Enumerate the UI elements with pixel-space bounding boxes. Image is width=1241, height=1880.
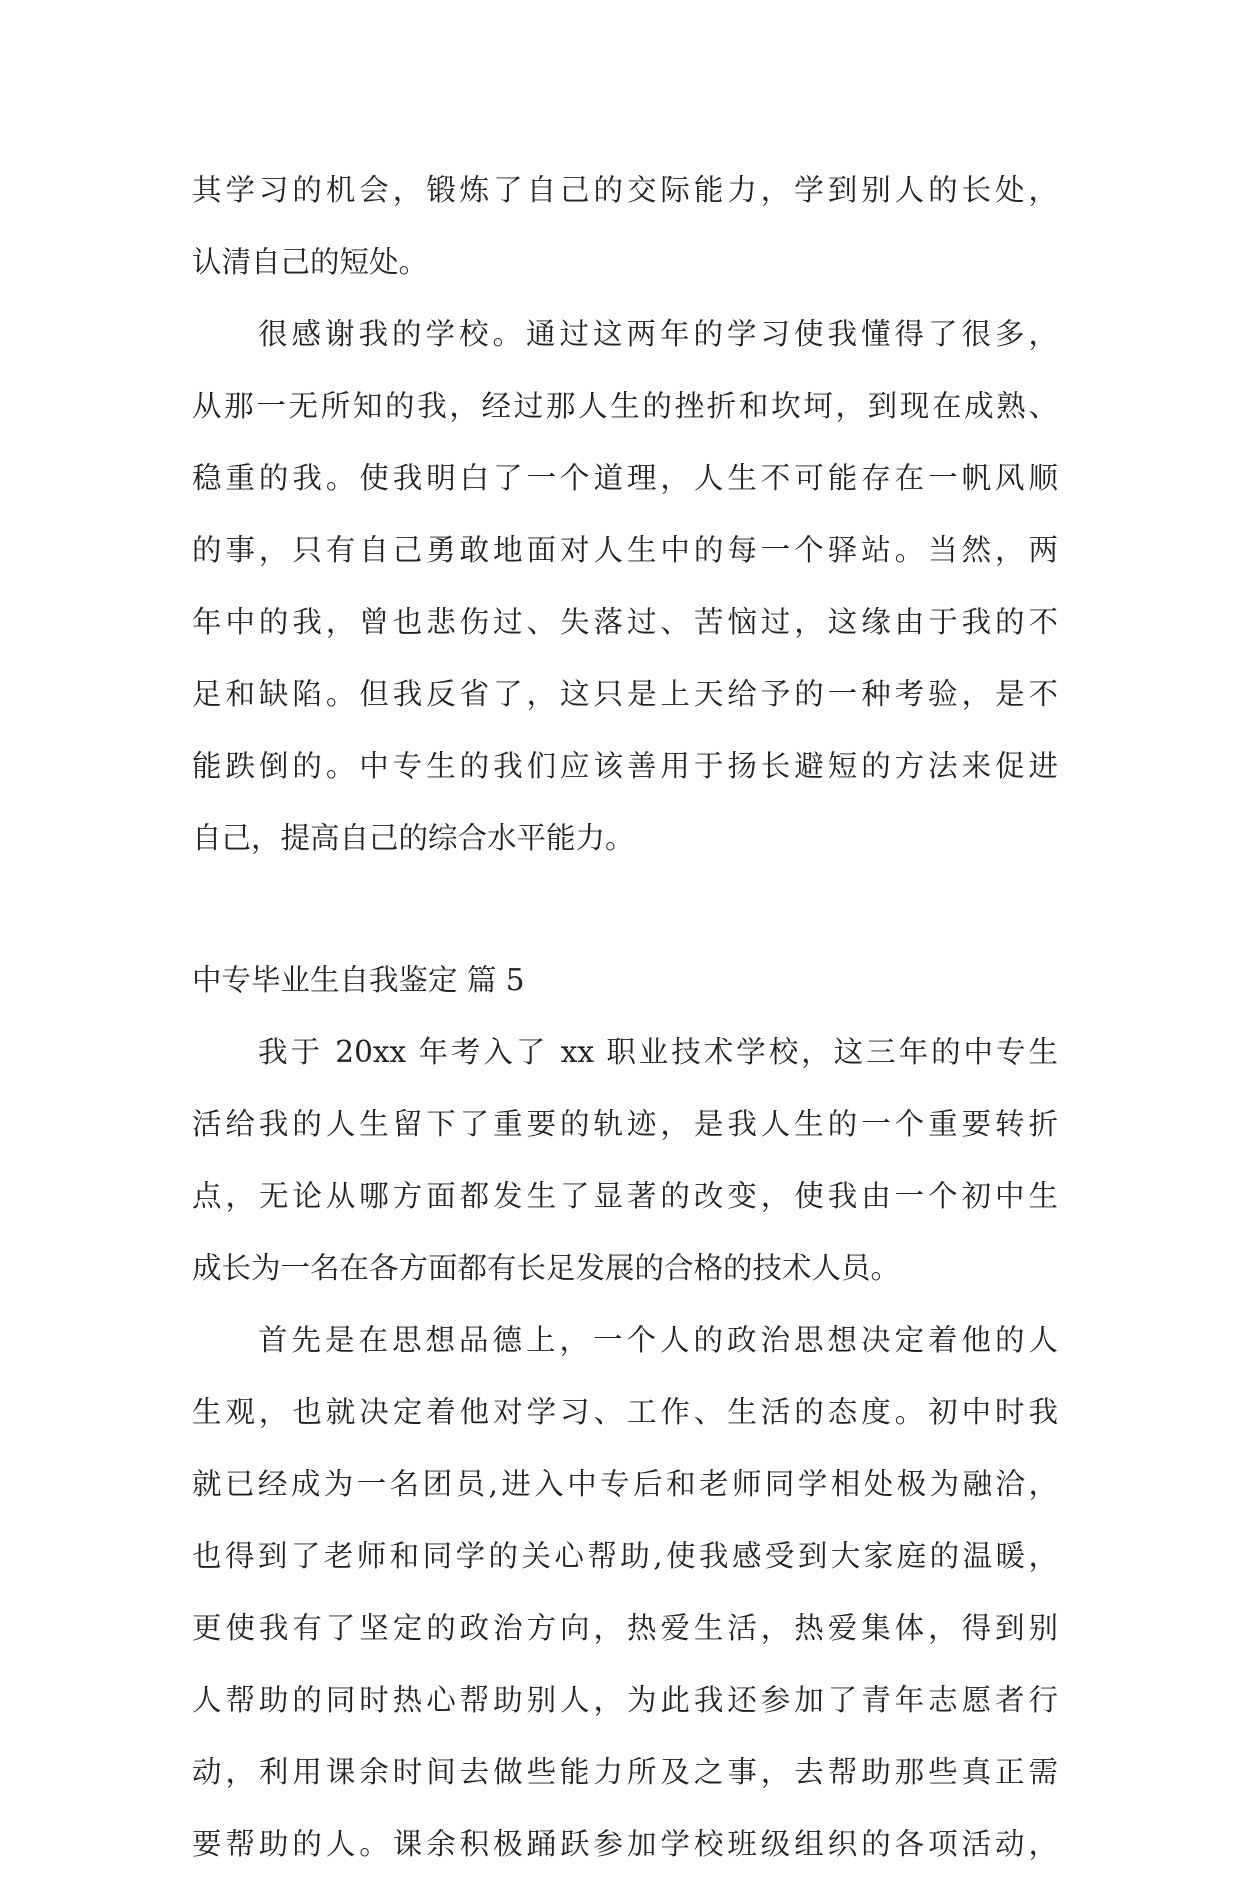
text-line: 人帮助的同时热心帮助别人，为此我还参加了青年志愿者行 <box>192 1683 1058 1717</box>
section-spacer <box>192 874 1058 944</box>
text-line: 点，无论从哪方面都发生了显著的改变，使我由一个初中生 <box>192 1179 1058 1213</box>
paragraph-gratitude <box>192 298 1058 874</box>
text-line: 的事，只有自己勇敢地面对人生中的每一个驿站。当然，两 <box>192 533 1058 567</box>
text-line: 活给我的人生留下了重要的轨迹，是我人生的一个重要转折 <box>192 1107 1058 1141</box>
paragraph-enrollment <box>192 1016 1058 1304</box>
text-line: 首先是在思想品德上，一个人的政治思想决定着他的人 <box>258 1323 1058 1357</box>
text-line: 从那一无所知的我，经过那人生的挫折和坎坷，到现在成熟、 <box>192 389 1058 423</box>
text-line: 成长为一名在各方面都有长足发展的合格的技术人员。 <box>192 1251 901 1285</box>
text-line: 足和缺陷。但我反省了，这只是上天给予的一种考验，是不 <box>192 677 1058 711</box>
paragraph-ideology <box>192 1304 1058 1880</box>
text-line: 其学习的机会，锻炼了自己的交际能力，学到别人的长处， <box>192 173 1058 207</box>
text-line: 生观，也就决定着他对学习、工作、生活的态度。初中时我 <box>192 1395 1058 1429</box>
text-line: 我于 20xx 年考入了 xx 职业技术学校，这三年的中专生 <box>258 1035 1058 1069</box>
text-line: 认清自己的短处。 <box>192 245 429 279</box>
text-line: 稳重的我。使我明白了一个道理，人生不可能存在一帆风顺 <box>192 461 1058 495</box>
text-line: 年中的我，曾也悲伤过、失落过、苦恼过，这缘由于我的不 <box>192 605 1058 639</box>
paragraph-continuation <box>192 154 1058 298</box>
text-line: 就已经成为一名团员,进入中专后和老师同学相处极为融洽， <box>192 1467 1058 1501</box>
section-heading: 中专毕业生自我鉴定 篇 5 <box>192 963 525 997</box>
text-line: 动，利用课余时间去做些能力所及之事，去帮助那些真正需 <box>192 1755 1058 1789</box>
text-line: 很感谢我的学校。通过这两年的学习使我懂得了很多， <box>258 317 1058 351</box>
document-page <box>192 154 1058 1880</box>
text-line: 自己，提高自己的综合水平能力。 <box>192 821 635 855</box>
text-line: 也得到了老师和同学的关心帮助,使我感受到大家庭的温暖， <box>192 1539 1058 1573</box>
text-line: 能跌倒的。中专生的我们应该善用于扬长避短的方法来促进 <box>192 749 1058 783</box>
text-line: 更使我有了坚定的政治方向，热爱生活，热爱集体，得到别 <box>192 1611 1058 1645</box>
text-line: 要帮助的人。课余积极踊跃参加学校班级组织的各项活动， <box>192 1827 1058 1861</box>
